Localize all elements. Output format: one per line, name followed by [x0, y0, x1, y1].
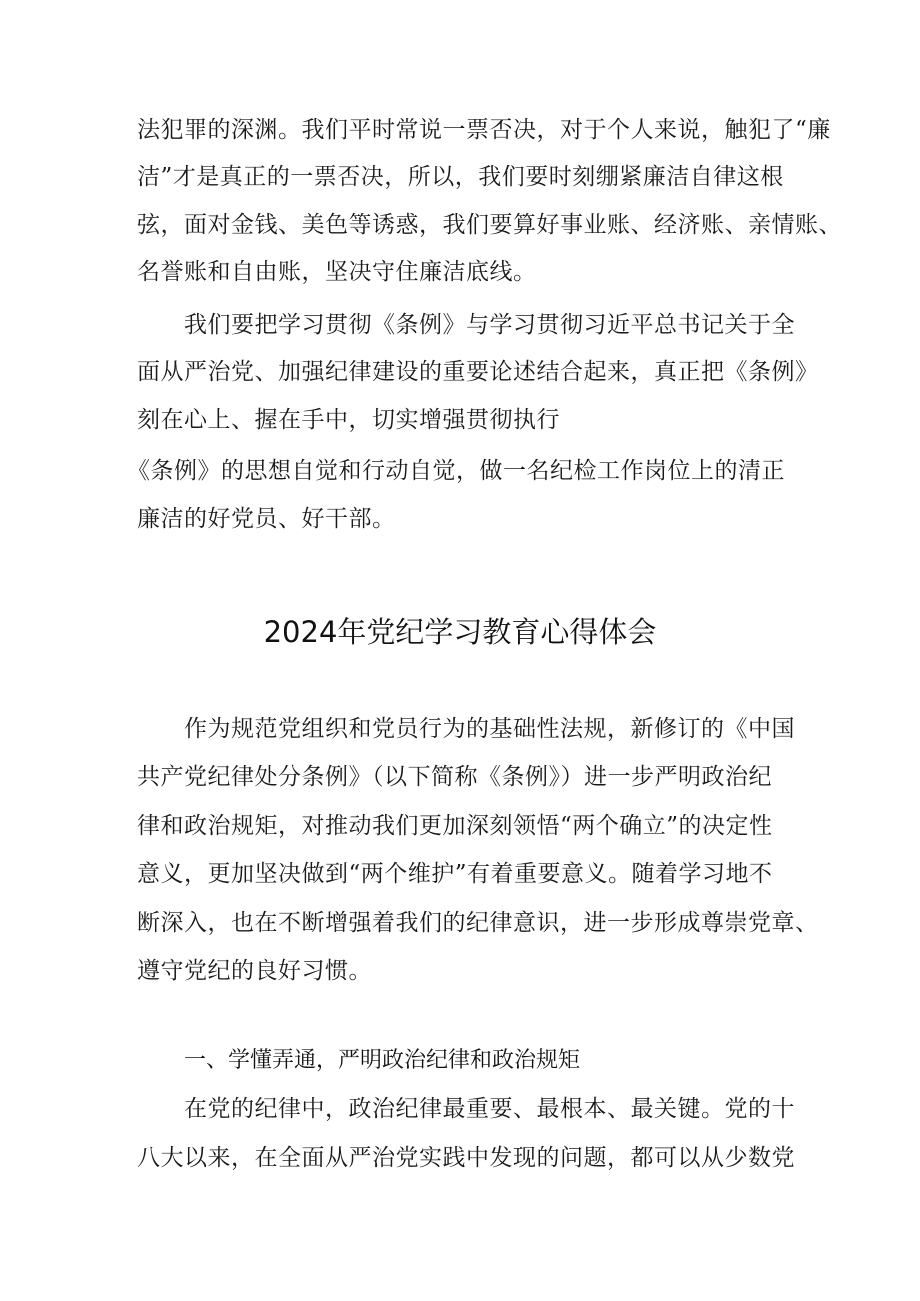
page-title: 2024年党纪学习教育心得体会	[263, 615, 657, 649]
paragraph-line: 廉洁的好党员、好干部。	[137, 506, 396, 532]
paragraph-line: 洁”才是真正的一票否决，所以，我们要时刻绷紧廉洁自律这根	[137, 164, 784, 190]
paragraph-line: 面从严治党、加强纪律建设的重要论述结合起来，真正把《条例》	[137, 359, 819, 385]
paragraph-line: 刻在心上、握在手中，切实增强贯彻执行	[137, 407, 560, 433]
paragraph-line: 意义，更加坚决做到“两个维护”有着重要意义。随着学习地不	[137, 861, 773, 887]
paragraph-line: 八大以来，在全面从严治党实践中发现的问题，都可以从少数党	[137, 1145, 795, 1171]
paragraph-line: 弦，面对金钱、美色等诱惑，我们要算好事业账、经济账、亲情账、	[137, 212, 842, 238]
paragraph-line: 《条例》的思想自觉和行动自觉，做一名纪检工作岗位上的清正	[127, 458, 785, 484]
paragraph-line: 作为规范党组织和党员行为的基础性法规，新修订的《中国	[184, 716, 795, 742]
paragraph-line: 我们要把学习贯彻《条例》与学习贯彻习近平总书记关于全	[184, 312, 795, 338]
section-heading: 一、学懂弄通，严明政治纪律和政治规矩	[184, 1048, 581, 1073]
paragraph-line: 断深入，也在不断增强着我们的纪律意识，进一步形成尊崇党章、	[137, 910, 819, 936]
paragraph-line: 遵守党纪的良好习惯。	[137, 958, 372, 984]
paragraph-line: 在党的纪律中，政治纪律最重要、最根本、最关键。党的十	[184, 1096, 795, 1122]
paragraph-line: 律和政治规矩，对推动我们更加深刻领悟“两个确立”的决定性	[137, 813, 773, 839]
paragraph-line: 共产党纪律处分条例》（以下简称《条例》）进一步严明政治纪	[137, 764, 772, 790]
paragraph-line: 法犯罪的深渊。我们平时常说一票否决，对于个人来说，触犯了“廉	[137, 117, 831, 143]
paragraph-line: 名誉账和自由账，坚决守住廉洁底线。	[137, 259, 537, 285]
